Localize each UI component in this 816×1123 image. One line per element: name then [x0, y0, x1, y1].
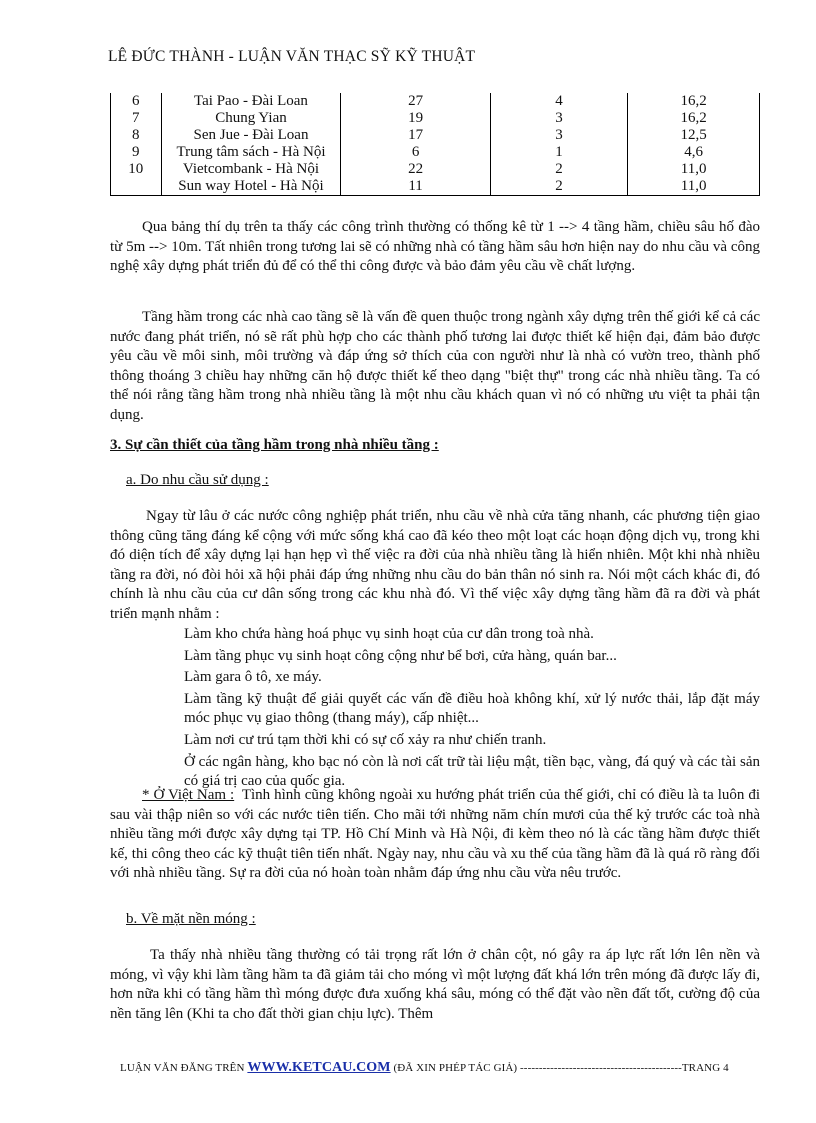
section-heading-3: 3. Sự cần thiết của tầng hầm trong nhà nhiều tầng : — [110, 437, 439, 453]
table-cell: 1 — [490, 144, 627, 161]
subheading-a: a. Do nhu cầu sử dụng : — [126, 472, 269, 488]
table-cell: 2 — [490, 161, 627, 178]
usage-list — [184, 625, 760, 794]
page-footer — [120, 1060, 729, 1076]
footer-prefix: LUẬN VĂN ĐĂNG TRÊN — [120, 1062, 245, 1074]
list-item: Làm gara ô tô, xe máy. — [184, 669, 322, 686]
table-cell: 4 — [490, 93, 627, 110]
table-cell: 12,5 — [628, 127, 760, 144]
table-cell: 3 — [490, 127, 627, 144]
table-cell: 6 — [341, 144, 490, 161]
table-cell: 6 — [111, 93, 162, 110]
paragraph-4-text: Tình hình cũng không ngoài xu hướng phát triển của thế giới, chỉ có điều là ta luôn đi sau vài thập niên so với các nước tiên tiến. Cho mãi tới những năm chín mươi của thế kỷ trước các toà nhà nhiều tầng mới được xây dựng tại TP. Hồ Chí Minh và Hà Nội, đi kèm theo nó là các tầng hầm được thiết kế, thi công theo các kỹ thuật tiên tiến nhất. Ngày nay, nhu cầu và xu thế của tầng hầm đã là quá rõ ràng đối với nhà nhiều tầng. Sự ra đời của nó hoàn toàn nhằm đáp ứng nhu cầu vừa nêu trước. — [110, 787, 761, 882]
table-cell: Sun way Hotel - Hà Nội — [161, 178, 341, 196]
list-item: Làm tầng phục vụ sinh hoạt công cộng như bể bơi, cửa hàng, quán bar... — [184, 647, 617, 664]
table-cell — [111, 178, 162, 196]
list-item: Làm kho chứa hàng hoá phục vụ sinh hoạt của cư dân trong toà nhà. — [184, 626, 594, 642]
paragraph-1: Qua bảng thí dụ trên ta thấy các công trình thường có thống kê từ 1 --> 4 tầng hầm, chiều sâu hố đào từ 5m --> 10m. Tất nhiên trong tương lai sẽ có những nhà có tầng hầm sâu hơn hiện nay do nhu cầu và công nghệ xây dựng phát triển đủ để có thể thi công được và bảo đảm yêu cầu về chất lượng. — [110, 219, 760, 275]
table-cell: 10 — [111, 161, 162, 178]
list-item: Làm nơi cư trú tạm thời khi có sự cố xảy ra như chiến tranh. — [184, 731, 547, 748]
paragraph-5: Ta thấy nhà nhiều tầng thường có tải trọng rất lớn ở chân cột, nó gây ra áp lực rất lớn lên nền và móng, vì vậy khi làm tầng hầm ta đã giảm tải cho móng vì một lượng đất khá lớn trên móng đã được lấy đi, hơn nữa khi có tầng hầm thì móng được đưa xuống khá sâu, móng có thể đặt vào nền đất tốt, cường độ của nền tăng lên (Khi ta cho đất thời gian chịu lực). Thêm — [110, 947, 760, 1022]
table-cell: 11,0 — [628, 161, 760, 178]
table-row — [111, 178, 760, 196]
table-cell: Sen Jue - Đài Loan — [161, 127, 341, 144]
table-cell: 19 — [341, 110, 490, 127]
footer-suffix: (ĐÃ XIN PHÉP TÁC GIẢ) -------------------------------------------TRANG 4 — [393, 1062, 729, 1074]
table-cell: Vietcombank - Hà Nội — [161, 161, 341, 178]
data-table — [110, 93, 760, 196]
table-row — [111, 144, 760, 161]
list-item: Làm tầng kỹ thuật để giải quyết các vấn đề điều hoà không khí, xử lý nước thải, lắp đặt máy móc phục vụ giao thông (thang máy), cấp nhiệt... — [184, 690, 760, 727]
list-item: Ở các ngân hàng, kho bạc nó còn là nơi cất trữ tài liệu mật, tiền bạc, vàng, đá quý và các tài sản có giá trị cao của quốc gia. — [184, 753, 760, 790]
vietnam-label: * Ở Việt Nam : — [142, 787, 235, 803]
table-cell: 22 — [341, 161, 490, 178]
paragraph-2: Tầng hầm trong các nhà cao tầng sẽ là vấn đề quen thuộc trong ngành xây dựng trên thế giới kể cả các nước đang phát triển, nó sẽ rất phù hợp cho các thành phố tương lai được thiết kế hiện đại, đảm bảo được yêu cầu về môi sinh, môi trường và đáp ứng sở thích của con người như là nhà có vườn treo, thành phố thông thoáng 3 chiều hay những căn hộ được thiết kế theo dạng "biệt thự" trong các nhà nhiều tầng. Ta có thể nói rằng tầng hầm trong nhà nhiều tầng là một nhu cầu khách quan vì nó có những ưu việt ta phải tận dụng. — [110, 309, 760, 423]
table-cell: 7 — [111, 110, 162, 127]
table-cell: 16,2 — [628, 110, 760, 127]
table-cell: 16,2 — [628, 93, 760, 110]
table-cell: 2 — [490, 178, 627, 196]
table-cell: 4,6 — [628, 144, 760, 161]
table-cell: 27 — [341, 93, 490, 110]
table-cell: 11,0 — [628, 178, 760, 196]
paragraph-3: Ngay từ lâu ở các nước công nghiệp phát triển, nhu cầu về nhà cửa tăng nhanh, các phương tiện giao thông cũng tăng đáng kể cộng với mức sống khá cao đã kéo theo một loạt các hoạn động dịch vụ, trong khi đó diện tích để xây dựng lại hạn hẹp vì thế việc ra đời của nhà nhiều tầng là hiển nhiên. Một khi nhà nhiều tầng ra đời, nó đòi hỏi xã hội phải đáp ứng những nhu cầu do bản thân nó sinh ra. Nói một cách khác đi, đó chính là nhu cầu của cư dân sống trong các khu nhà đó. Vì thế việc xây dựng tầng hầm đã ra đời và phát triển mạnh nhằm : — [110, 508, 760, 622]
table-cell: Trung tâm sách - Hà Nội — [161, 144, 341, 161]
table-cell: Tai Pao - Đài Loan — [161, 93, 341, 110]
table-cell: 8 — [111, 127, 162, 144]
table-cell: Chung Yian — [161, 110, 341, 127]
table-row — [111, 93, 760, 110]
table-row — [111, 127, 760, 144]
table-row — [111, 161, 760, 178]
table-cell: 17 — [341, 127, 490, 144]
subheading-b: b. Về mặt nền móng : — [126, 911, 256, 927]
paragraph-4 — [110, 786, 760, 884]
page-header: LÊ ĐỨC THÀNH - LUẬN VĂN THẠC SỸ KỸ THUẬT — [108, 48, 476, 65]
table-cell: 9 — [111, 144, 162, 161]
table-cell: 3 — [490, 110, 627, 127]
table-cell: 11 — [341, 178, 490, 196]
table-row — [111, 110, 760, 127]
footer-link[interactable]: WWW.KETCAU.COM — [247, 1060, 391, 1075]
